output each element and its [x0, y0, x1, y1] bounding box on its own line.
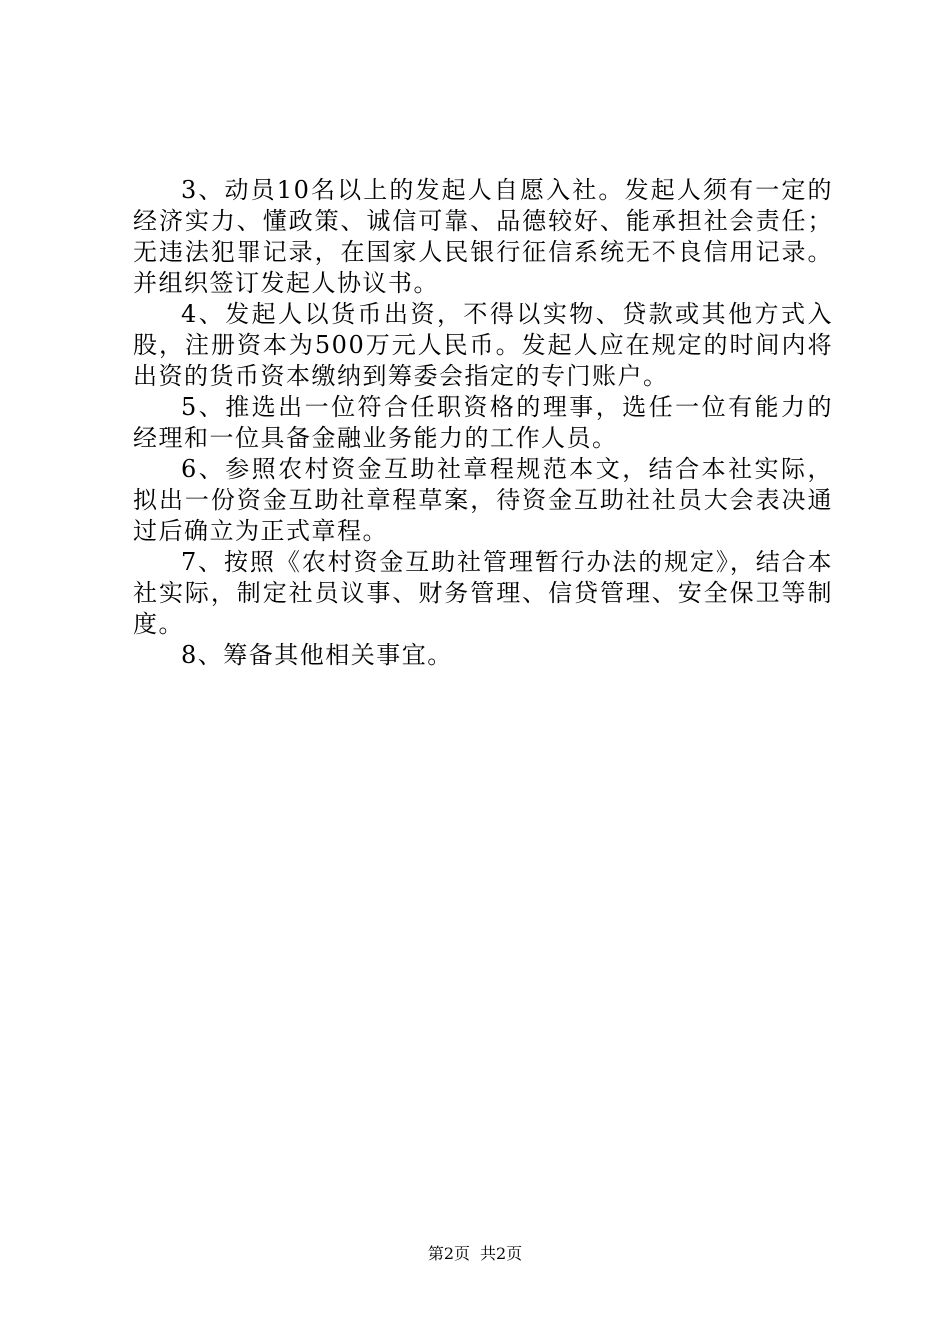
- page-number-total: 共2页: [480, 1244, 523, 1263]
- page-footer: [0, 1243, 950, 1265]
- paragraph-item-7: 7、按照《农村资金互助社管理暂行办法的规定》，结合本社实际，制定社员议事、财务管理、信贷管理、安全保卫等制度。: [133, 548, 833, 638]
- paragraph-item-4: 4、发起人以货币出资，不得以实物、贷款或其他方式入股，注册资本为500万元人民币。发起人应在规定的时间内将出资的货币资本缴纳到筹委会指定的专门账户。: [133, 300, 833, 390]
- paragraph-item-3: 3、动员10名以上的发起人自愿入社。发起人须有一定的经济实力、懂政策、诚信可靠、品德较好、能承担社会责任；无违法犯罪记录，在国家人民银行征信系统无不良信用记录。并组织签订发起人协议书。: [133, 176, 833, 297]
- paragraph-item-8: 8、筹备其他相关事宜。: [181, 641, 453, 669]
- document-body: [133, 175, 833, 671]
- paragraph-item-6: 6、参照农村资金互助社章程规范本文，结合本社实际，拟出一份资金互助社章程草案，待资金互助社社员大会表决通过后确立为正式章程。: [133, 455, 833, 545]
- paragraph-item-5: 5、推选出一位符合任职资格的理事，选任一位有能力的经理和一位具备金融业务能力的工作人员。: [133, 393, 833, 452]
- page-number-current: 第2页: [427, 1244, 470, 1263]
